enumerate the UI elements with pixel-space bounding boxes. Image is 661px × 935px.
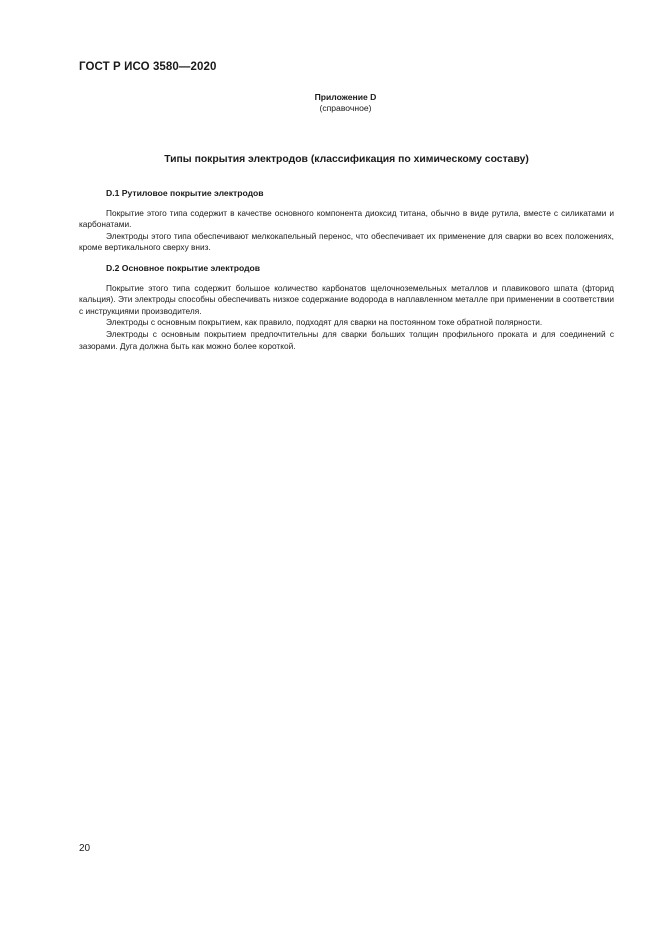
page-title: Типы покрытия электродов (классификация по химическому составу) xyxy=(164,154,529,165)
document-body xyxy=(79,188,614,352)
page-number: 20 xyxy=(79,843,91,854)
section-heading: D.1 Рутиловое покрытие электродов xyxy=(106,188,264,198)
paragraph: Покрытие этого типа содержит в качестве основного компонента диоксид титана, обычно в виде рутила, вместе с силикатами и карбонатами. xyxy=(79,207,614,230)
paragraph: Электроды этого типа обеспечивают мелкокапельный перенос, что обеспечивает их применение для сварки во всех положениях, кроме вертикального сверху вниз. xyxy=(79,230,614,253)
appendix-heading xyxy=(0,92,661,114)
paragraph: Покрытие этого типа содержит большое количество карбонатов щелочноземельных металлов и плавикового шпата (фторид кальция). Эти электроды способны обеспечивать низкое содержание водорода в наплавленном металле при применении в соответствии с инструкциями производителя. xyxy=(79,282,614,316)
document-standard-header: ГОСТ Р ИСО 3580—2020 xyxy=(79,61,217,73)
appendix-subtitle: (справочное) xyxy=(319,103,372,113)
paragraph: Электроды с основным покрытием предпочтительны для сварки больших толщин профильного проката и для соединений с зазорами. Дуга должна быть как можно более короткой. xyxy=(79,328,614,351)
section-d2 xyxy=(79,263,614,352)
section-d1 xyxy=(79,188,614,254)
paragraph: Электроды с основным покрытием, как правило, подходят для сварки на постоянном токе обратной полярности. xyxy=(106,317,543,328)
section-heading: D.2 Основное покрытие электродов xyxy=(106,262,261,273)
appendix-title: Приложение D xyxy=(314,92,377,102)
